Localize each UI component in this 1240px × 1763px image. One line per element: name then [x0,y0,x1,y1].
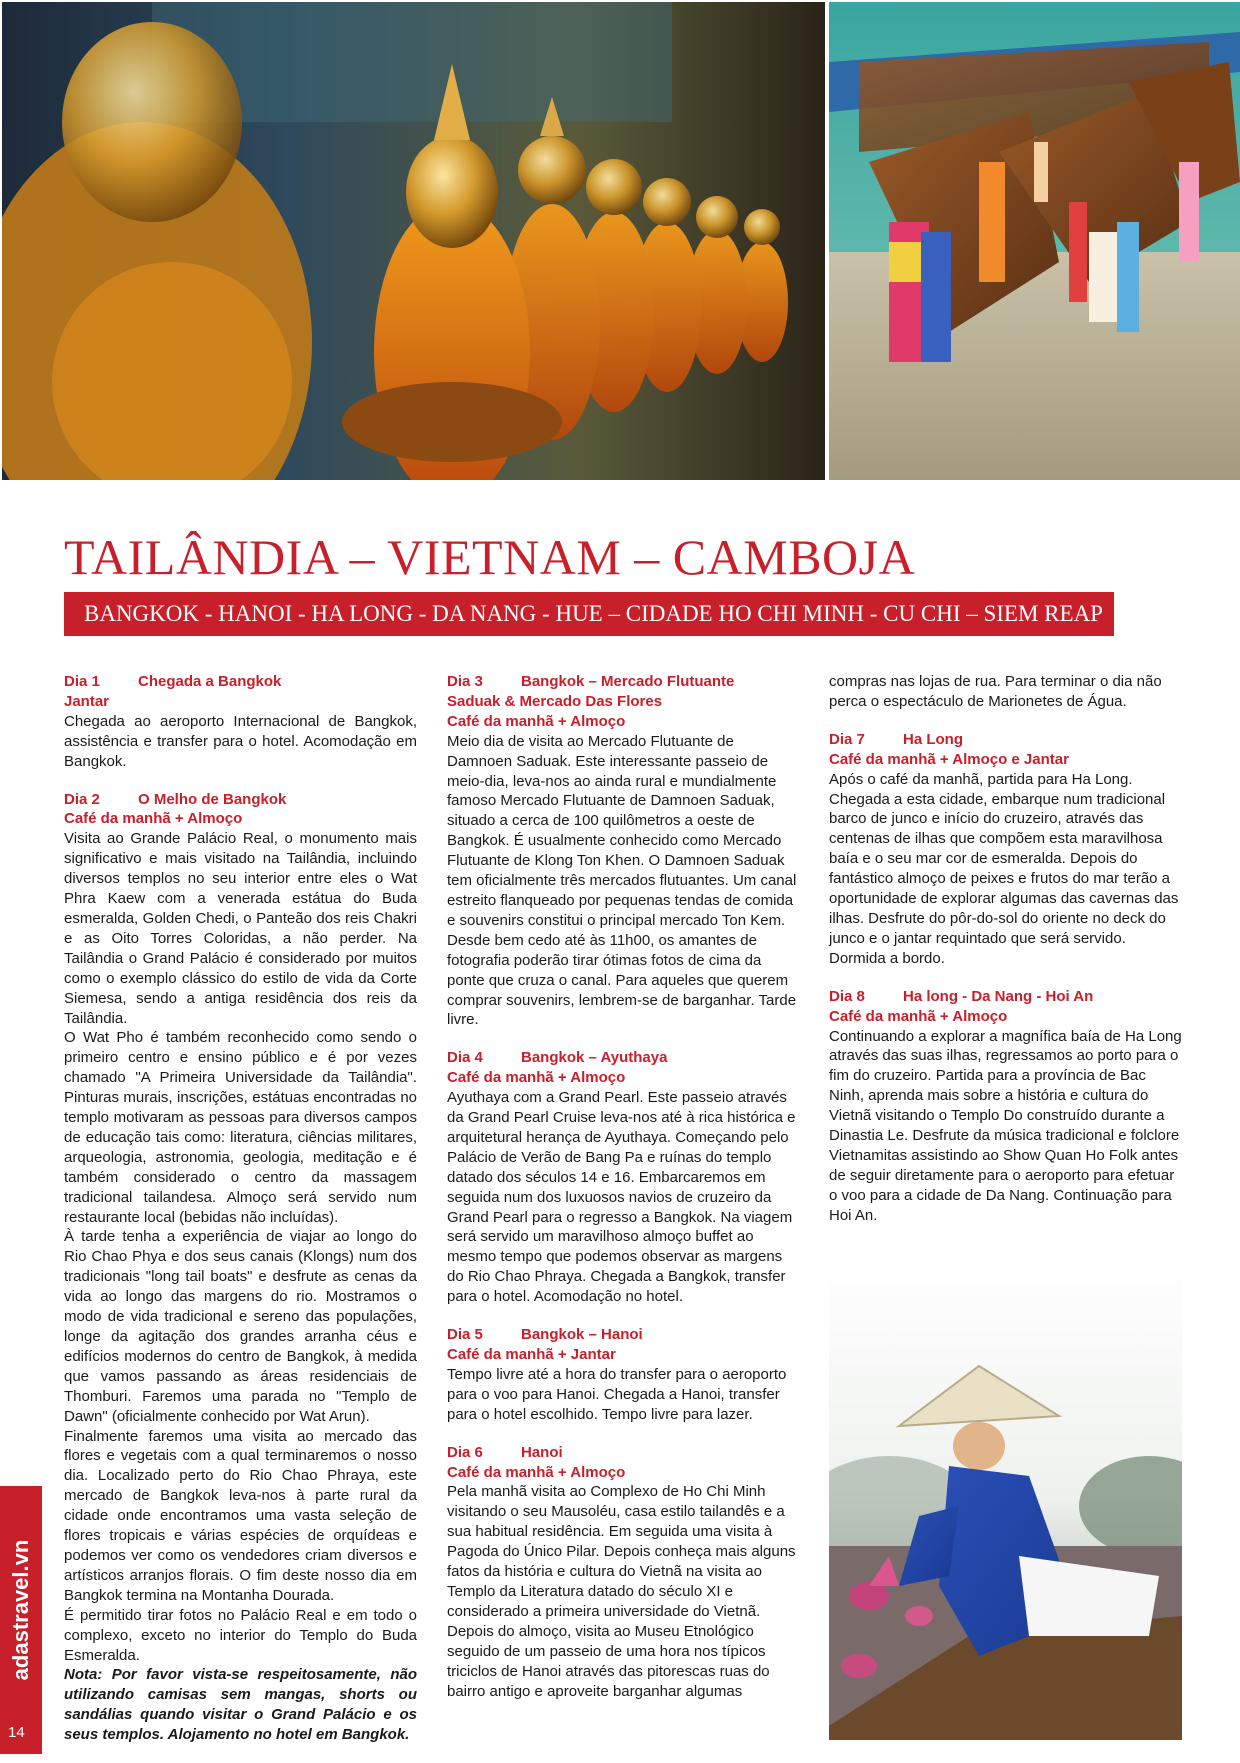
route-banner: BANGKOK - HANOI - HA LONG - DA NANG - HUE – CIDADE HO CHI MINH - CU CHI – SIEM REAP [64,592,1114,636]
text-column-2 [447,672,797,1719]
day-1-heading [64,672,417,692]
day-number: Dia 5 [447,1326,483,1344]
day-place: O Melho de Bangkok [138,790,287,808]
dress-code-note: Nota: Por favor vista-se respeitosamente, não utilizando camisas sem mangas, shorts ou sandálias quando visitar o Grand Palácio e os seus templos. Alojamento no hotel em Bangkok. [64,1666,417,1744]
day-place: Hanoi [521,1443,563,1461]
day-paragraph: Continuando a explorar a magnífica baía de Ha Long através das suas ilhas, regressamos ao porto para o fim do cruzeiro. Partida para a província de Bac Ninh, aprenda mais sobre a história e cultura do Vietnã visitando o Templo Do construído durante a Dinastia Le. Desfrute da música tradicional e folclore Vietnamitas assistindo ao Show Quan Ho Folk antes de seguir diretamente para o aeroporto para efetuar o voo para a cidade de Da Nang. Continuação para Hoi An. [829,1027,1182,1224]
day-4-heading [447,1048,797,1068]
woman-conical-hat-photo [829,1256,1182,1740]
text-column-1 [64,672,417,1763]
day-paragraph: Finalmente faremos uma visita ao mercado das flores e vegetais com a qual terminaremos o nosso dia. Localizado perto do Rio Chao Phraya, este mercado de Bangkok leva-nos à parte rural da cidade onde encontramos uma vasta seleção de flores tropicais e várias espécies de orquídeas e podemos ver como os vendedores criam diversos e artísticos arranjos florais. O fim deste nosso dia em Bangkok termina na Montanha Dourada. [64,1427,417,1604]
day-paragraph: Após o café da manhã, partida para Ha Long. Chegada a esta cidade, embarque num tradicional barco de junco e início do cruzeiro, através das centenas de ilhas que compõem esta maravilhosa baía e o seu mar cor de esmeralda. Depois do fantástico almoço de peixes e frutos do mar terão a oportunidade de explorar algumas das cavernas das ilhas. Desfrute do pôr-do-sol do oriente no deck do junco e o jantar requintado que será servido. Dormida a bordo. [829,770,1179,967]
day-paragraph: É permitido tirar fotos no Palácio Real e em todo o complexo, exceto no interior do Templo do Buda Esmeralda. [64,1606,417,1664]
day-place: Bangkok – Hanoi [521,1326,643,1344]
page-title: TAILÂNDIA – VIETNAM – CAMBOJA [64,529,916,585]
longtail-boats-photo [829,2,1240,480]
day-number: Dia 3 [447,673,483,690]
day-1-section [64,672,417,772]
day-paragraph: Ayuthaya com a Grand Pearl. Este passeio através da Grand Pearl Cruise leva-nos até à rica histórica e arquitetural herança de Ayuthaya. Começando pelo Palácio de Verão de Bang Pa e ruínas do templo datado dos séculos 14 e 16. Embarcaremos em seguida num dos luxuosos navios de cruzeiro da Grand Pearl para o regresso a Bangkok. Na viagem será servido um maravilhoso almoço buffet ao mesmo tempo que podemos observar as margens do Rio Chao Phraya. Chegada a Bangkok, transfer para o hotel. Acomodação no hotel. [447,1089,796,1306]
day-6-continuation [829,672,1182,712]
brand-website-label: adastravel.vn [8,1539,33,1681]
day-place: Ha Long [903,730,963,748]
day-6-heading [447,1443,797,1463]
day-4-section [447,1048,797,1307]
day-8-section [829,987,1182,1226]
text-column-3 [829,672,1182,1244]
day-paragraph: À tarde tenha a experiência de viajar ao longo do Rio Chao Phya e dos seus canais (Klongs) num dos tradicionais "long tail boats" e desfrute as cenas da vida ao longo das margens do rio. Mostramos o modo de vida tradicional e sereno das populações, longe da agitação dos grandes arranha céus e edifícios modernos do centro de Bangkok, à medida que vamos passando as áreas residenciais de Thomburi. Faremos uma parada no "Templo de Dawn" (oficialmente conhecido por Wat Arun). [64,1228,417,1425]
day-2-heading [64,790,417,810]
day-paragraph: compras nas lojas de rua. Para terminar o dia não perca o espectáculo de Marionetes de Água. [829,673,1162,710]
day-place: Chegada a Bangkok [138,673,282,690]
day-6-section [447,1443,797,1702]
day-paragraph: Visita ao Grande Palácio Real, o monumento mais significativo e mais visitado na Tailândia, incluindo diversos templos no seu interior entre eles o Wat Phra Kaew com a venerada estátua do Buda esmeralda, Golden Chedi, o Panteão dos reis Chakri e as Oito Torres Coloridas, a não perder. Na Tailândia o Grand Palácio é considerado por muitos como o exemplo clássico do estilo de vida da Corte Siemesa, sendo a antiga residência dos reis da Tailândia. [64,830,417,1027]
day-place: Bangkok – Ayuthaya [521,1049,668,1067]
day-meals: Café da manhã + Almoço [64,810,243,828]
day-paragraph: Pela manhã visita ao Complexo de Ho Chi Minh visitando o seu Mausoléu, casa estilo tailandês e a sua habitual residência. Em seguida uma visita à Pagoda do Único Pilar. Depois conheça mais alguns fatos da história e cultura do Vietnã na visita ao Templo da Literatura datado do século XI e considerado a primeira universidade do Vietnã. Depois do almoço, visita ao Museu Etnológico seguido de um passeio de uma hora nos típicos triciclos de Hanoi através das pitorescas ruas do bairro antigo e aproveite barganhar algumas [447,1483,796,1700]
day-meals: Café da manhã + Almoço e Jantar [829,750,1069,768]
day-meals: Café da manhã + Almoço [447,1069,626,1087]
day-5-section [447,1325,797,1425]
day-meals: Café da manhã + Jantar [447,1346,616,1363]
day-meals: Café da manhã + Almoço [829,1007,1008,1025]
day-place: Ha long - Da Nang - Hoi An [903,987,1094,1005]
day-meals: Café da manhã + Almoço [447,712,626,730]
day-meals: Café da manhã + Almoço [447,1463,626,1481]
day-5-heading [447,1325,797,1345]
page-number: 14 [8,1724,25,1741]
day-number: Dia 7 [829,730,865,748]
day-7-heading [829,730,1182,750]
day-paragraph: O Wat Pho é também reconhecido como sendo o primeiro centro e ensino público e é por vezes chamado "A Primeira Universidade da Tailândia". Pinturas murais, inscrições, estátuas encontradas no templo motivaram as pessoas para diversos campos de educação tais como: literatura, ciências militares, arqueologia, astronomia, geologia, meditação e é também considerado o centro da massagem tradicional tailandesa. Almoço será servido num restaurante local (bebidas não incluídas). [64,1029,417,1226]
buddha-statues-photo [2,2,825,480]
day-paragraph: Meio dia de visita ao Mercado Flutuante de Damnoen Saduak. Este interessante passeio de meio-dia, leva-nos ao ainda rural e mundialmente famoso Mercado Flutuante de Damnoen Saduak, situado a cerca de 100 quilômetros a oeste de Bangkok. É usualmente conhecido como Mercado Flutuante de Klong Ton Khen. O Damnoen Saduak tem oficialmente três mercados flutuantes. Um canal estreito flanqueado por pequenas tendas de comida e souvenirs constitui o principal mercado Ton Kem. Desde bem cedo até às 11h00, os amantes de fotografia poderão tirar ótimas fotos de cima da ponte que cruza o canal. Para aqueles que querem comprar souvenirs, lembrem-se de barganhar. Tarde livre. [447,732,797,1029]
day-number: Dia 1 [64,673,100,690]
day-number: Dia 2 [64,790,100,808]
day-paragraph: Tempo livre até a hora do transfer para o aeroporto para o voo para Hanoi. Chegada a Hanoi, transfer para o hotel escolhido. Tempo livre para lazer. [447,1365,787,1423]
day-place-line2: Saduak & Mercado Das Flores [447,692,663,710]
day-8-heading [829,987,1182,1007]
day-2-section [64,790,417,1746]
day-7-section [829,730,1182,969]
day-3-heading [447,672,797,692]
day-paragraph: Chegada ao aeroporto Internacional de Bangkok, assistência e transfer para o hotel. Acomodação em Bangkok. [64,712,417,770]
day-number: Dia 8 [829,987,865,1005]
day-place: Bangkok – Mercado Flutuante [521,673,735,690]
day-number: Dia 6 [447,1443,483,1461]
day-meals: Jantar [64,692,110,710]
day-number: Dia 4 [447,1049,483,1067]
day-3-section [447,672,797,1030]
